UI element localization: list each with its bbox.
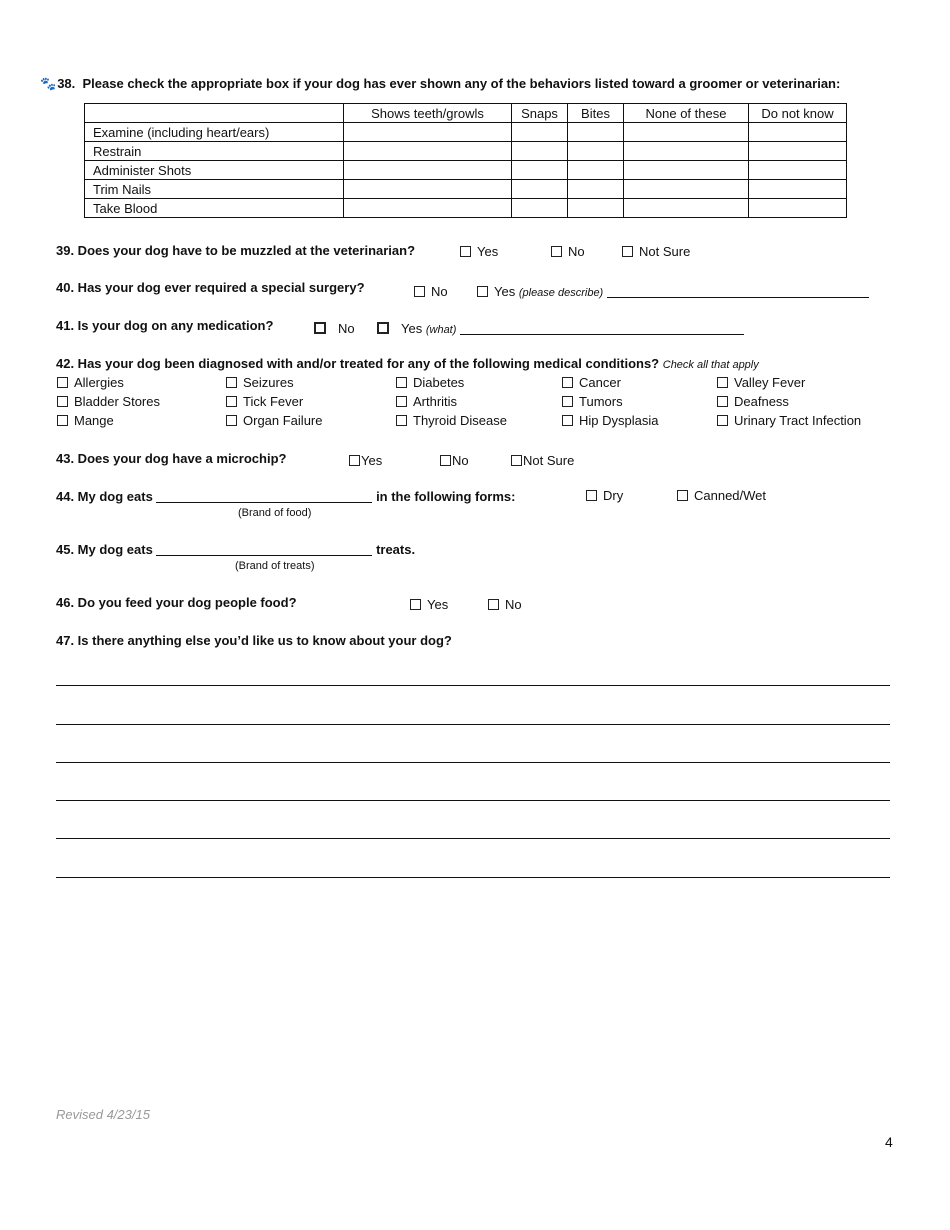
condition-mange[interactable] xyxy=(57,413,114,428)
table-cell[interactable] xyxy=(344,180,512,199)
q44-caption: (Brand of food) xyxy=(238,507,312,519)
condition-label: Valley Fever xyxy=(734,375,806,390)
checkbox-icon[interactable] xyxy=(562,377,573,388)
checkbox-icon[interactable] xyxy=(440,455,451,466)
q43-option-no[interactable] xyxy=(440,453,469,468)
checkbox-icon[interactable] xyxy=(717,396,728,407)
checkbox-icon[interactable] xyxy=(226,415,237,426)
q40-describe-field[interactable] xyxy=(607,285,869,298)
q38-number: 38. xyxy=(57,76,76,91)
condition-label: Deafness xyxy=(734,394,789,409)
condition-thyroid-disease[interactable] xyxy=(396,413,507,428)
table-cell[interactable] xyxy=(568,142,624,161)
col-do-not-know: Do not know xyxy=(749,104,847,123)
checkbox-icon[interactable] xyxy=(349,455,360,466)
condition-label: Arthritis xyxy=(413,394,458,409)
table-header-row xyxy=(85,104,847,123)
option-label: Yes xyxy=(361,453,383,468)
condition-label: Hip Dysplasia xyxy=(579,413,659,428)
q42-hint: Check all that apply xyxy=(662,359,759,371)
table-row xyxy=(85,161,847,180)
condition-label: Tumors xyxy=(579,394,623,409)
q40-option-yes[interactable] xyxy=(477,284,869,299)
comment-line[interactable] xyxy=(56,685,890,686)
row-label-blood: Take Blood xyxy=(85,199,344,218)
q45-prefix: 45. My dog eats xyxy=(56,542,153,557)
q44-line xyxy=(56,489,515,504)
q45-treat-brand-field[interactable] xyxy=(156,543,372,556)
condition-label: Urinary Tract Infection xyxy=(734,413,862,428)
q40-option-no[interactable] xyxy=(414,284,448,299)
q40-label: 40. Has your dog ever required a special surgery? xyxy=(56,280,365,295)
condition-diabetes[interactable] xyxy=(396,375,464,390)
q44-option-dry[interactable] xyxy=(586,488,623,503)
condition-tick-fever[interactable] xyxy=(226,394,303,409)
checkbox-icon[interactable] xyxy=(314,322,326,334)
option-label: Yes xyxy=(401,321,423,336)
table-header-blank xyxy=(85,104,344,123)
q38-text: Please check the appropriate box if your dog has ever shown any of the behaviors listed toward a groomer or veterinarian: xyxy=(82,76,841,91)
checkbox-icon[interactable] xyxy=(377,322,389,334)
checkbox-icon[interactable] xyxy=(396,396,407,407)
q46-label: 46. Do you feed your dog people food? xyxy=(56,595,297,610)
table-cell[interactable] xyxy=(512,199,568,218)
checkbox-icon[interactable] xyxy=(562,396,573,407)
table-row xyxy=(85,123,847,142)
condition-label: Thyroid Disease xyxy=(413,413,507,428)
row-label-nails: Trim Nails xyxy=(85,180,344,199)
q44-prefix: 44. My dog eats xyxy=(56,489,153,504)
option-label: No xyxy=(452,453,469,468)
checkbox-icon[interactable] xyxy=(511,455,522,466)
table-cell[interactable] xyxy=(568,161,624,180)
table-cell[interactable] xyxy=(512,142,568,161)
q43-label: 43. Does your dog have a microchip? xyxy=(56,451,287,466)
condition-allergies[interactable] xyxy=(57,375,124,390)
checkbox-icon[interactable] xyxy=(226,396,237,407)
condition-label: Seizures xyxy=(243,375,294,390)
checkbox-icon[interactable] xyxy=(562,415,573,426)
row-label-shots: Administer Shots xyxy=(85,161,344,180)
table-cell[interactable] xyxy=(749,161,847,180)
option-label: Yes xyxy=(427,597,449,612)
q45-line xyxy=(56,542,415,557)
q39-option-no[interactable] xyxy=(551,244,585,259)
comment-line[interactable] xyxy=(56,877,890,878)
table-cell[interactable] xyxy=(512,123,568,142)
row-label-examine: Examine (including heart/ears) xyxy=(85,123,344,142)
table-cell[interactable] xyxy=(568,123,624,142)
q46-option-yes[interactable] xyxy=(410,597,448,612)
table-cell[interactable] xyxy=(624,142,749,161)
q41-option-no[interactable] xyxy=(314,321,355,336)
checkbox-icon[interactable] xyxy=(622,246,633,257)
condition-label: Mange xyxy=(74,413,114,428)
condition-arthritis[interactable] xyxy=(396,394,457,409)
option-label: No xyxy=(505,597,522,612)
checkbox-icon[interactable] xyxy=(677,490,688,501)
behavior-table xyxy=(84,103,847,218)
q38-heading xyxy=(40,76,840,92)
q40-describe-hint: (please describe) xyxy=(518,287,604,299)
q47-label: 47. Is there anything else you’d like us to know about your dog? xyxy=(56,633,452,648)
condition-label: Diabetes xyxy=(413,375,465,390)
table-cell[interactable] xyxy=(568,199,624,218)
comment-line[interactable] xyxy=(56,800,890,801)
q43-option-yes[interactable] xyxy=(349,453,382,468)
table-cell[interactable] xyxy=(749,142,847,161)
table-cell[interactable] xyxy=(624,180,749,199)
checkbox-icon[interactable] xyxy=(226,377,237,388)
q42-label: 42. Has your dog been diagnosed with and/or treated for any of the following medical conditions? xyxy=(56,356,660,371)
checkbox-icon[interactable] xyxy=(57,377,68,388)
q42-heading xyxy=(56,356,759,371)
checkbox-icon[interactable] xyxy=(551,246,562,257)
q44-suffix: in the following forms: xyxy=(376,489,516,504)
comment-line[interactable] xyxy=(56,838,890,839)
checkbox-icon[interactable] xyxy=(477,286,488,297)
col-bites: Bites xyxy=(568,104,624,123)
table-cell[interactable] xyxy=(749,123,847,142)
q41-label: 41. Is your dog on any medication? xyxy=(56,318,274,333)
condition-organ-failure[interactable] xyxy=(226,413,322,428)
condition-label: Bladder Stores xyxy=(74,394,160,409)
col-shows-teeth: Shows teeth/growls xyxy=(344,104,512,123)
q39-option-yes[interactable] xyxy=(460,244,498,259)
table-row xyxy=(85,180,847,199)
condition-valley-fever[interactable] xyxy=(717,375,805,390)
col-none: None of these xyxy=(624,104,749,123)
checkbox-icon[interactable] xyxy=(460,246,471,257)
condition-bladder-stores[interactable] xyxy=(57,394,160,409)
condition-label: Cancer xyxy=(579,375,621,390)
option-label: Canned/Wet xyxy=(694,488,767,503)
comment-line[interactable] xyxy=(56,724,890,725)
q44-option-canned-wet[interactable] xyxy=(677,488,766,503)
condition-cancer[interactable] xyxy=(562,375,621,390)
q43-option-not-sure[interactable] xyxy=(511,453,574,468)
table-row xyxy=(85,199,847,218)
table-cell[interactable] xyxy=(624,199,749,218)
checkbox-icon[interactable] xyxy=(410,599,421,610)
q39-label: 39. Does your dog have to be muzzled at the veterinarian? xyxy=(56,243,416,258)
checkbox-icon[interactable] xyxy=(717,377,728,388)
paw-icon: 🐾 xyxy=(40,76,57,91)
q45-caption: (Brand of treats) xyxy=(235,560,315,572)
table-cell[interactable] xyxy=(512,161,568,180)
condition-label: Organ Failure xyxy=(243,413,323,428)
option-label: No xyxy=(338,321,355,336)
option-label: Not Sure xyxy=(639,244,691,259)
table-cell[interactable] xyxy=(624,161,749,180)
table-cell[interactable] xyxy=(512,180,568,199)
condition-hip-dysplasia[interactable] xyxy=(562,413,658,428)
option-label: Dry xyxy=(603,488,624,503)
q41-what-hint: (what) xyxy=(425,324,457,336)
checkbox-icon[interactable] xyxy=(396,377,407,388)
checkbox-icon[interactable] xyxy=(414,286,425,297)
table-cell[interactable] xyxy=(624,123,749,142)
option-label: No xyxy=(568,244,585,259)
option-label: Yes xyxy=(477,244,499,259)
table-cell[interactable] xyxy=(344,161,512,180)
table-cell[interactable] xyxy=(749,180,847,199)
checkbox-icon[interactable] xyxy=(586,490,597,501)
checkbox-icon[interactable] xyxy=(57,415,68,426)
condition-deafness[interactable] xyxy=(717,394,789,409)
q46-option-no[interactable] xyxy=(488,597,522,612)
comment-line[interactable] xyxy=(56,762,890,763)
condition-label: Allergies xyxy=(74,375,124,390)
table-row xyxy=(85,142,847,161)
table-cell[interactable] xyxy=(568,180,624,199)
condition-label: Tick Fever xyxy=(243,394,304,409)
table-cell[interactable] xyxy=(344,199,512,218)
q41-medication-field[interactable] xyxy=(460,322,744,335)
table-cell[interactable] xyxy=(344,142,512,161)
condition-seizures[interactable] xyxy=(226,375,294,390)
q41-option-yes[interactable] xyxy=(377,321,744,336)
option-label: Yes xyxy=(494,284,516,299)
q39-option-not-sure[interactable] xyxy=(622,244,690,259)
q44-food-brand-field[interactable] xyxy=(156,490,372,503)
checkbox-icon[interactable] xyxy=(488,599,499,610)
row-label-restrain: Restrain xyxy=(85,142,344,161)
table-cell[interactable] xyxy=(749,199,847,218)
checkbox-icon[interactable] xyxy=(717,415,728,426)
checkbox-icon[interactable] xyxy=(396,415,407,426)
option-label: Not Sure xyxy=(523,453,575,468)
condition-tumors[interactable] xyxy=(562,394,623,409)
q45-suffix: treats. xyxy=(376,542,416,557)
revised-date: Revised 4/23/15 xyxy=(56,1107,150,1122)
condition-urinary-tract-infection[interactable] xyxy=(717,413,861,428)
page-number: 4 xyxy=(885,1134,893,1150)
table-cell[interactable] xyxy=(344,123,512,142)
col-snaps: Snaps xyxy=(512,104,568,123)
checkbox-icon[interactable] xyxy=(57,396,68,407)
option-label: No xyxy=(431,284,448,299)
